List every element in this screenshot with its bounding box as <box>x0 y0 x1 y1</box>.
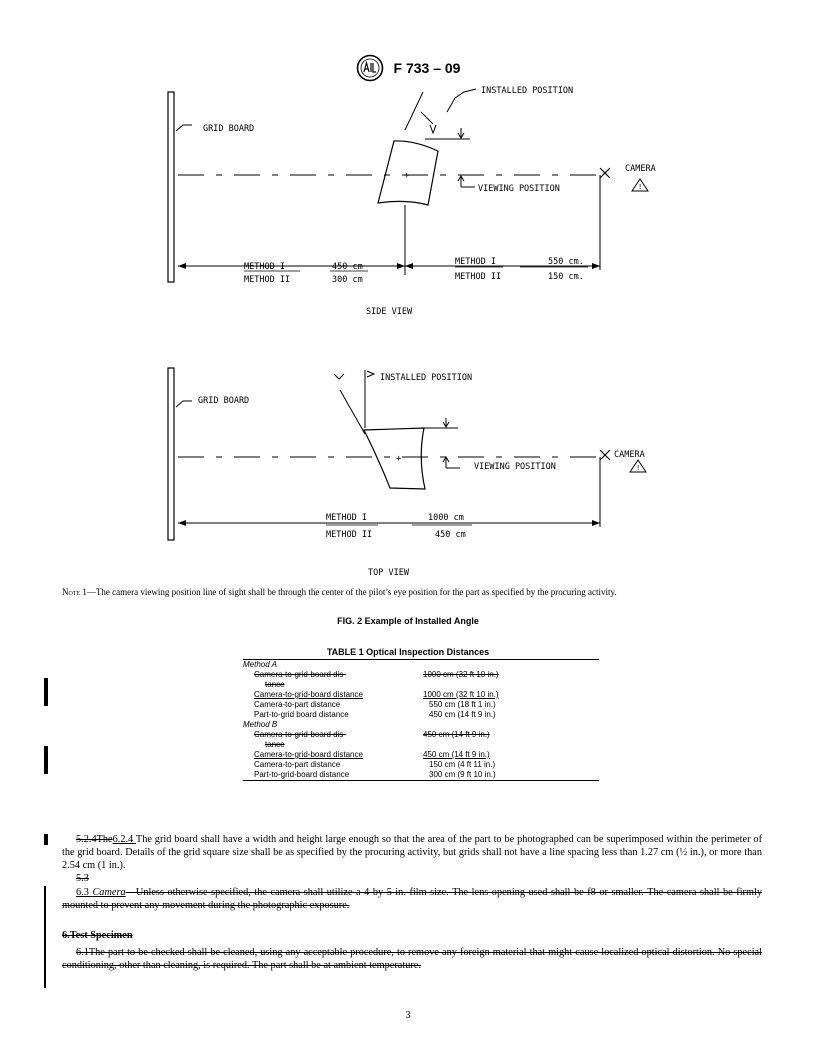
table-row <box>243 770 599 781</box>
top-view-figure <box>0 330 816 580</box>
side-m2-left: 300 cm <box>332 275 363 285</box>
top-camera-mark <box>600 450 610 460</box>
table-cell: Camera-to-grid-board dis- <box>254 730 347 739</box>
grid-board-shape <box>168 92 174 282</box>
top-grid-board-shape <box>168 368 174 540</box>
deleted-text: 5.3 <box>76 873 89 884</box>
top-view-caption: TOP VIEW <box>368 568 409 578</box>
table-row <box>243 670 599 680</box>
deleted-text: 6.1The part to be checked shall be cleaned, using any acceptable procedure, to remove any foreign material that might cause localized optical distortion. No special conditioning, other than cleaning, is required. The part shall be at ambient temperature. <box>62 947 762 971</box>
table-cell: Camera-to-part distance <box>254 700 341 709</box>
top-m2-val: 450 cm <box>435 530 466 540</box>
method-b-heading: Method B <box>243 720 278 729</box>
inserted-text: 6.2.4 <box>112 834 136 845</box>
side-viewing-label: VIEWING POSITION <box>478 184 560 194</box>
paragraph-6-2-4 <box>62 833 762 872</box>
note-text: —The camera viewing position line of sight shall be through the center of the pilot’s eye position for the part as specified by the procuring activity. <box>86 587 617 597</box>
table-row <box>243 730 599 740</box>
side-camera-label: CAMERA <box>625 164 656 174</box>
table-cell: 150 cm (4 ft 11 in.) <box>429 760 496 769</box>
top-m1-val: 1000 cm <box>428 513 464 523</box>
table-cell: Camera-to-grid-board distance <box>254 750 363 759</box>
table-row <box>243 710 599 720</box>
paragraph-5-3 <box>62 872 762 885</box>
table-cell: Camera-to-grid-board dis- <box>254 670 347 679</box>
table-title: TABLE 1 Optical Inspection Distances <box>326 647 490 657</box>
side-m2-right: 150 cm. <box>548 272 584 282</box>
top-viewing-label: VIEWING POSITION <box>474 462 556 472</box>
change-bar <box>44 834 48 845</box>
inserted-text: 6.3 <box>76 887 93 898</box>
note-prefix: Note 1 <box>62 587 87 597</box>
table-row <box>243 700 599 710</box>
deleted-text: —Unless otherwise specified, the camera shall utilize a 4 by 5-in. film size. The lens opening used shall be f8 or smaller. The camera shall be firmly mounted to prevent any movement during the photographic exposure. <box>62 887 762 911</box>
table-cell: 300 cm (9 ft 10 in.) <box>429 770 496 779</box>
deleted-text: 5.2.4The <box>76 834 113 845</box>
table-cell: Camera-to-grid-board distance <box>254 690 363 699</box>
table-cell: 450 cm (14 ft 9 in.) <box>423 730 490 739</box>
top-installed-label: INSTALLED POSITION <box>380 373 473 383</box>
side-grid-label: GRID BOARD <box>203 124 255 134</box>
side-view-caption: SIDE VIEW <box>366 307 413 317</box>
deleted-heading: 6.Test Specimen <box>62 930 133 941</box>
side-m2-label: METHOD II <box>244 275 291 285</box>
table-cell: Part-to-grid-board distance <box>254 770 350 779</box>
svg-text:!: ! <box>638 183 643 191</box>
top-grid-label: GRID BOARD <box>198 396 250 406</box>
table-cell: 550 cm (18 ft 1 in.) <box>429 700 496 709</box>
figure-caption: FIG. 2 Example of Installed Angle <box>337 616 479 626</box>
side-camera-mark <box>600 168 610 178</box>
paragraph-6-3 <box>62 886 762 912</box>
table-cell: 450 cm (14 ft 9 in.) <box>423 750 490 759</box>
svg-text:+: + <box>396 454 402 464</box>
paragraph-text: The grid board shall have a width and height large enough so that the area of the part to be photographed can be superimposed within the perimeter of the grid board. Details of the grid square size shall be as specified by the procuring activity, but grids shall not have a line spacing less than 1.27 cm (½ in.), or more than 2.54 cm (1 in.). <box>62 834 762 871</box>
top-part-shape <box>364 428 425 489</box>
table-cell: tance <box>265 740 285 749</box>
table-row <box>243 760 599 770</box>
table-row <box>243 740 599 750</box>
svg-text:!: ! <box>636 464 641 472</box>
change-bar <box>44 746 48 774</box>
method-a-heading: Method A <box>243 660 277 669</box>
side-m1-label: METHOD I <box>244 262 285 272</box>
side-installed-label: INSTALLED POSITION <box>481 86 574 96</box>
side-view-figure <box>0 0 816 320</box>
top-m1-label: METHOD I <box>326 513 367 523</box>
top-camera-label: CAMERA <box>614 450 645 460</box>
table-cell: 1000 cm (32 ft 10 in.) <box>423 690 499 699</box>
camera-term: Camera <box>92 887 126 898</box>
paragraph-6-1 <box>62 946 762 972</box>
table-row <box>243 720 599 730</box>
optical-distances-table <box>243 659 599 781</box>
table-row <box>243 750 599 760</box>
page-number: 3 <box>405 1010 411 1021</box>
table-cell: tance <box>265 680 285 689</box>
table-cell: Camera-to-part distance <box>254 760 341 769</box>
side-m2r-label: METHOD II <box>455 272 502 282</box>
document-id: F 733 – 09 <box>393 60 461 76</box>
table-row <box>243 660 599 671</box>
section-6-heading <box>62 929 762 942</box>
table-row <box>243 680 599 690</box>
side-m1-left: 450 cm <box>332 262 363 272</box>
figure-note <box>62 587 762 598</box>
change-bar <box>44 678 48 706</box>
table-cell: 1000 cm (32 ft 10 in.) <box>423 670 499 679</box>
table-cell: 450 cm (14 ft 9 in.) <box>429 710 496 719</box>
table-row <box>243 690 599 700</box>
side-m1r-label: METHOD I <box>455 257 496 267</box>
change-bar <box>44 886 46 988</box>
svg-text:+: + <box>404 171 410 181</box>
top-m2-label: METHOD II <box>326 530 373 540</box>
side-m1-right: 550 cm. <box>548 257 584 267</box>
table-cell: Part-to-grid board distance <box>254 710 349 719</box>
